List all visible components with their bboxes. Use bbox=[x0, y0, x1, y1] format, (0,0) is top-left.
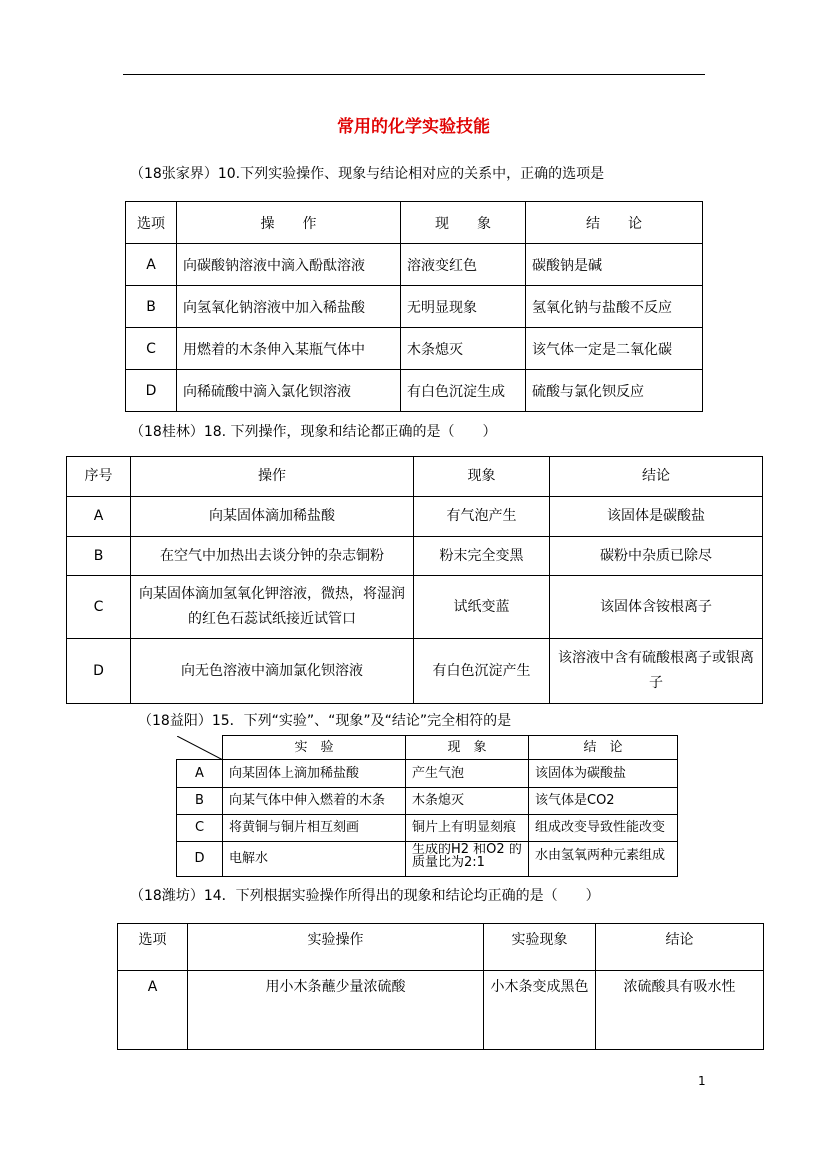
phenomenon-cell: 木条熄灭 bbox=[406, 788, 529, 815]
header-cell: 结论 bbox=[550, 457, 763, 497]
conclusion-cell: 浓硫酸具有吸水性 bbox=[596, 971, 764, 1050]
phenomenon-text: 生成的H2 和O2 的质量比为2:1 bbox=[412, 843, 522, 870]
option-cell: A bbox=[67, 497, 131, 537]
conclusion-cell: 碳酸钠是碱 bbox=[526, 244, 703, 286]
table-row bbox=[67, 576, 763, 639]
conclusion-cell: 碳粉中杂质已除尽 bbox=[550, 537, 763, 576]
operation-cell: 在空气中加热出去谈分钟的杂志铜粉 bbox=[131, 537, 414, 576]
conclusion-text: 水由氢氧两种元素组成 bbox=[535, 848, 666, 863]
phenomenon-cell: 有白色沉淀产生 bbox=[414, 639, 550, 704]
operation-cell: 向某固体滴加氢氧化钾溶液，微热，将湿润的红色石蕊试纸接近试管口 bbox=[131, 576, 414, 639]
phenomenon-cell: 木条熄灭 bbox=[401, 328, 526, 370]
option-cell: D bbox=[67, 639, 131, 704]
option-cell: C bbox=[126, 328, 177, 370]
table-row bbox=[67, 497, 763, 537]
table-q3 bbox=[176, 735, 678, 877]
conclusion-cell: 该固体是碳酸盐 bbox=[550, 497, 763, 537]
phenomenon-cell: 产生气泡 bbox=[406, 760, 529, 788]
question-4-text: （18潍坊）14．下列根据实验操作所得出的现象和结论均正确的是（ ） bbox=[130, 888, 600, 904]
phenomenon-cell bbox=[406, 842, 529, 877]
diagonal-line bbox=[177, 736, 223, 760]
page-title: 常用的化学实验技能 bbox=[337, 117, 490, 137]
table-header-row bbox=[67, 457, 763, 497]
phenomenon-cell: 溶液变红色 bbox=[401, 244, 526, 286]
experiment-cell: 向某气体中伸入燃着的木条 bbox=[223, 788, 406, 815]
header-cell: 现 象 bbox=[401, 202, 526, 244]
table-row bbox=[177, 760, 678, 788]
conclusion-cell: 该固体含铵根离子 bbox=[550, 576, 763, 639]
operation-cell: 用小木条蘸少量浓硫酸 bbox=[188, 971, 484, 1050]
page-number: 1 bbox=[698, 1074, 706, 1088]
operation-cell: 用燃着的木条伸入某瓶气体中 bbox=[177, 328, 401, 370]
header-cell: 实 验 bbox=[223, 736, 406, 760]
header-cell: 结 论 bbox=[529, 736, 678, 760]
conclusion-cell: 氢氧化钠与盐酸不反应 bbox=[526, 286, 703, 328]
header-cell: 实验操作 bbox=[188, 924, 484, 971]
table-q1 bbox=[125, 201, 703, 412]
table-q4 bbox=[117, 923, 764, 1050]
header-cell: 序号 bbox=[67, 457, 131, 497]
table-header-row bbox=[126, 202, 703, 244]
conclusion-cell: 该气体一定是二氧化碳 bbox=[526, 328, 703, 370]
header-cell: 操作 bbox=[131, 457, 414, 497]
option-cell: B bbox=[177, 788, 223, 815]
header-cell: 选项 bbox=[126, 202, 177, 244]
experiment-cell: 向某固体上滴加稀盐酸 bbox=[223, 760, 406, 788]
phenomenon-cell: 粉末完全变黑 bbox=[414, 537, 550, 576]
conclusion-cell: 组成改变导致性能改变 bbox=[529, 815, 678, 842]
table-header-row bbox=[177, 736, 678, 760]
header-cell: 操 作 bbox=[177, 202, 401, 244]
table-row bbox=[177, 842, 678, 877]
table-row bbox=[67, 537, 763, 576]
question-3-text: （18益阳）15．下列“实验”、“现象”及“结论”完全相符的是 bbox=[138, 713, 512, 729]
option-cell: B bbox=[126, 286, 177, 328]
experiment-cell: 将黄铜与铜片相互刻画 bbox=[223, 815, 406, 842]
option-cell: A bbox=[126, 244, 177, 286]
conclusion-cell bbox=[529, 842, 678, 877]
phenomenon-cell: 铜片上有明显刻痕 bbox=[406, 815, 529, 842]
option-cell: D bbox=[126, 370, 177, 412]
table-row bbox=[126, 244, 703, 286]
table-q2 bbox=[66, 456, 763, 704]
diagonal-header-cell bbox=[177, 736, 223, 760]
table-row bbox=[126, 328, 703, 370]
conclusion-cell: 该溶液中含有硫酸根离子或银离子 bbox=[550, 639, 763, 704]
header-cell: 实验现象 bbox=[484, 924, 596, 971]
option-cell: A bbox=[177, 760, 223, 788]
table-row bbox=[126, 370, 703, 412]
option-cell: C bbox=[177, 815, 223, 842]
table-row bbox=[177, 815, 678, 842]
table-row bbox=[177, 788, 678, 815]
conclusion-cell: 硫酸与氯化钡反应 bbox=[526, 370, 703, 412]
question-2-text: （18桂林）18. 下列操作，现象和结论都正确的是（ ） bbox=[130, 424, 497, 440]
table-row bbox=[126, 286, 703, 328]
option-cell: C bbox=[67, 576, 131, 639]
operation-cell: 向无色溶液中滴加氯化钡溶液 bbox=[131, 639, 414, 704]
header-cell: 现象 bbox=[414, 457, 550, 497]
table-row bbox=[67, 639, 763, 704]
header-cell: 结 论 bbox=[526, 202, 703, 244]
operation-cell: 向某固体滴加稀盐酸 bbox=[131, 497, 414, 537]
header-cell: 结论 bbox=[596, 924, 764, 971]
table-header-row bbox=[118, 924, 764, 971]
header-cell: 选项 bbox=[118, 924, 188, 971]
phenomenon-cell: 有气泡产生 bbox=[414, 497, 550, 537]
conclusion-cell: 该固体为碳酸盐 bbox=[529, 760, 678, 788]
phenomenon-cell: 试纸变蓝 bbox=[414, 576, 550, 639]
phenomenon-cell: 有白色沉淀生成 bbox=[401, 370, 526, 412]
operation-cell: 向稀硫酸中滴入氯化钡溶液 bbox=[177, 370, 401, 412]
question-1-text: （18张家界）10.下列实验操作、现象与结论相对应的关系中，正确的选项是 bbox=[130, 166, 605, 182]
table-row bbox=[118, 971, 764, 1050]
conclusion-cell: 该气体是CO2 bbox=[529, 788, 678, 815]
experiment-cell: 电解水 bbox=[223, 842, 406, 877]
option-cell: A bbox=[118, 971, 188, 1050]
option-cell: B bbox=[67, 537, 131, 576]
phenomenon-cell: 小木条变成黑色 bbox=[484, 971, 596, 1050]
option-cell: D bbox=[177, 842, 223, 877]
operation-cell: 向碳酸钠溶液中滴入酚酞溶液 bbox=[177, 244, 401, 286]
header-rule bbox=[123, 74, 705, 75]
header-cell: 现 象 bbox=[406, 736, 529, 760]
operation-cell: 向氢氧化钠溶液中加入稀盐酸 bbox=[177, 286, 401, 328]
phenomenon-cell: 无明显现象 bbox=[401, 286, 526, 328]
